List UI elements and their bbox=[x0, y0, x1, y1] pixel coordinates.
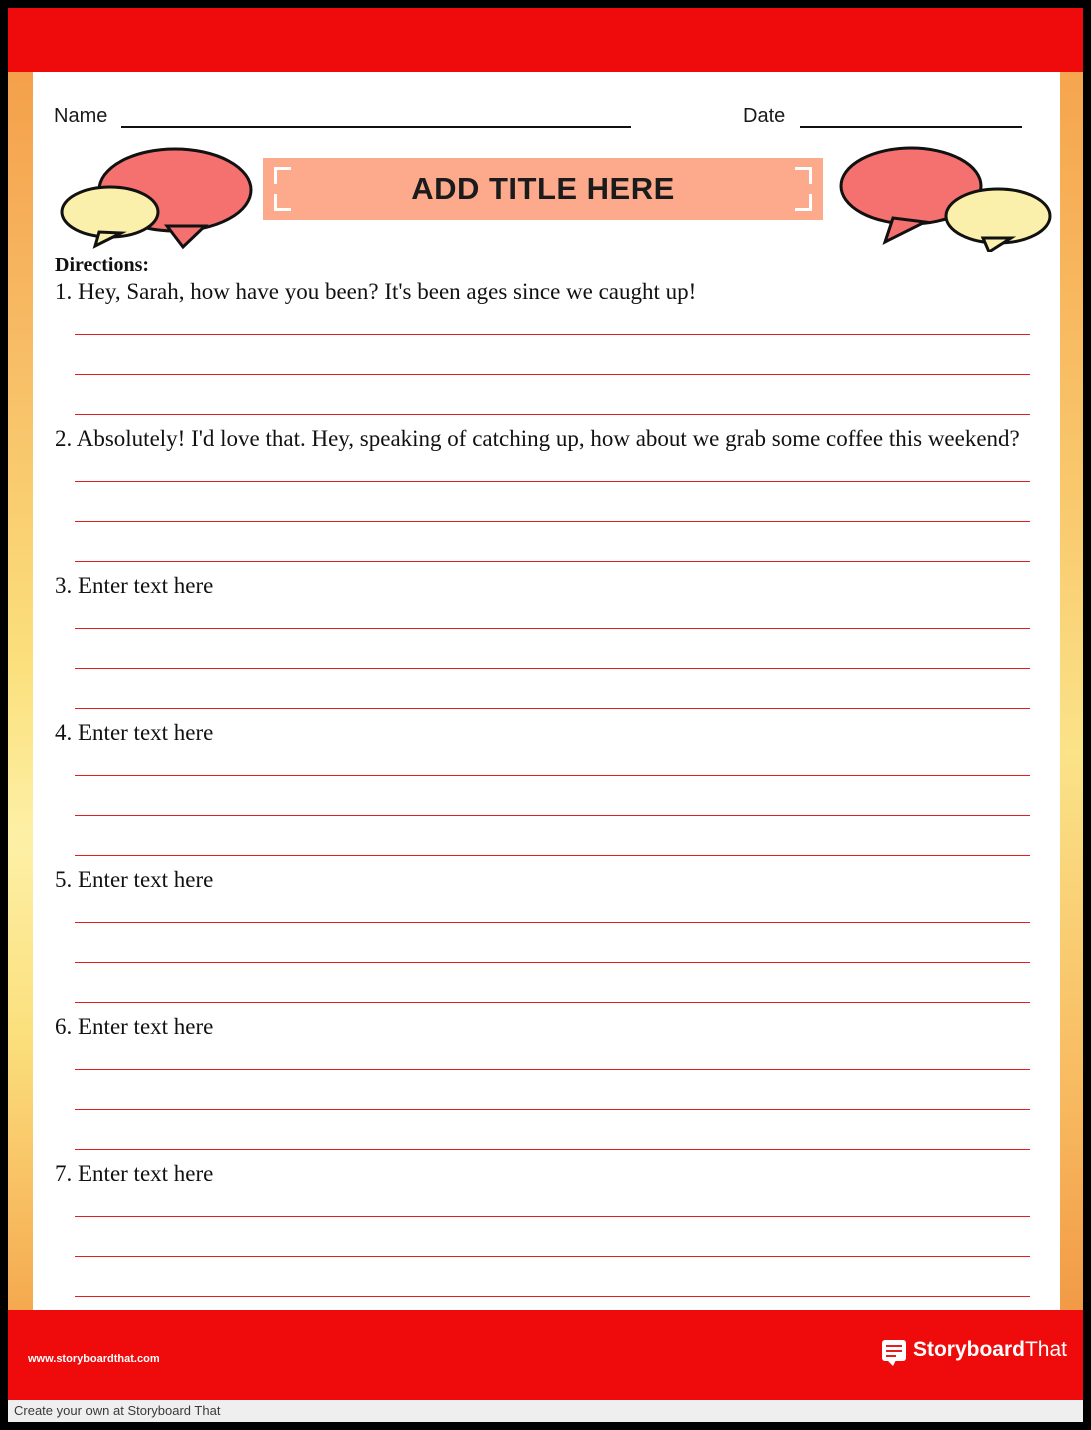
brand-name bbox=[913, 1338, 1067, 1362]
worksheet-sheet bbox=[33, 72, 1060, 1310]
question-block bbox=[33, 866, 1060, 1013]
answer-line[interactable] bbox=[75, 521, 1030, 522]
answer-line[interactable] bbox=[75, 1216, 1030, 1217]
storyboardthat-logo bbox=[882, 1338, 1067, 1362]
answer-line[interactable] bbox=[75, 374, 1030, 375]
bottom-caption-bar bbox=[8, 1400, 1083, 1422]
question-text[interactable]: 2. Absolutely! I'd love that. Hey, speaking of catching up, how about we grab some coffee this weekend? bbox=[55, 426, 1020, 451]
answer-line[interactable] bbox=[75, 962, 1030, 963]
bottom-caption: Create your own at Storyboard That bbox=[14, 1403, 221, 1418]
question-block bbox=[33, 1013, 1060, 1160]
answer-line[interactable] bbox=[75, 561, 1030, 562]
question-text[interactable]: 4. Enter text here bbox=[55, 720, 214, 745]
footer-url[interactable]: www.storyboardthat.com bbox=[28, 1353, 160, 1365]
question-text[interactable]: 5. Enter text here bbox=[55, 867, 214, 892]
name-date-row bbox=[43, 100, 1043, 134]
speech-bubbles-right-icon bbox=[833, 142, 1063, 252]
question-text[interactable]: 3. Enter text here bbox=[55, 573, 214, 598]
question-list bbox=[33, 278, 1060, 1307]
answer-line[interactable] bbox=[75, 708, 1030, 709]
date-label: Date bbox=[743, 105, 786, 127]
date-input-line[interactable] bbox=[800, 126, 1022, 128]
brand-second: That bbox=[1024, 1338, 1067, 1361]
name-label: Name bbox=[54, 105, 108, 127]
right-gradient-stripe bbox=[1058, 72, 1083, 1310]
question-block bbox=[33, 425, 1060, 572]
question-text[interactable]: 6. Enter text here bbox=[55, 1014, 214, 1039]
question-block bbox=[33, 1160, 1060, 1307]
answer-line[interactable] bbox=[75, 414, 1030, 415]
answer-line[interactable] bbox=[75, 1069, 1030, 1070]
speech-bubbles-left-icon bbox=[55, 142, 275, 252]
worksheet-title[interactable]: ADD TITLE HERE bbox=[411, 171, 675, 206]
answer-line[interactable] bbox=[75, 775, 1030, 776]
answer-line[interactable] bbox=[75, 1296, 1030, 1297]
answer-line[interactable] bbox=[75, 855, 1030, 856]
question-block bbox=[33, 278, 1060, 425]
answer-line[interactable] bbox=[75, 1109, 1030, 1110]
answer-line[interactable] bbox=[75, 628, 1030, 629]
question-text[interactable]: 1. Hey, Sarah, how have you been? It's been ages since we caught up! bbox=[55, 279, 697, 304]
answer-line[interactable] bbox=[75, 481, 1030, 482]
question-block bbox=[33, 572, 1060, 719]
answer-line[interactable] bbox=[75, 922, 1030, 923]
answer-line[interactable] bbox=[75, 668, 1030, 669]
name-input-line[interactable] bbox=[121, 126, 631, 128]
speech-bubble-logo-icon bbox=[882, 1340, 906, 1361]
question-text[interactable]: 7. Enter text here bbox=[55, 1161, 214, 1186]
answer-line[interactable] bbox=[75, 334, 1030, 335]
answer-line[interactable] bbox=[75, 815, 1030, 816]
question-block bbox=[33, 719, 1060, 866]
brand-first: Storyboard bbox=[912, 1338, 1025, 1361]
answer-line[interactable] bbox=[75, 1149, 1030, 1150]
answer-line[interactable] bbox=[75, 1002, 1030, 1003]
title-banner[interactable] bbox=[263, 158, 823, 220]
answer-line[interactable] bbox=[75, 1256, 1030, 1257]
directions-label: Directions: bbox=[55, 254, 150, 276]
